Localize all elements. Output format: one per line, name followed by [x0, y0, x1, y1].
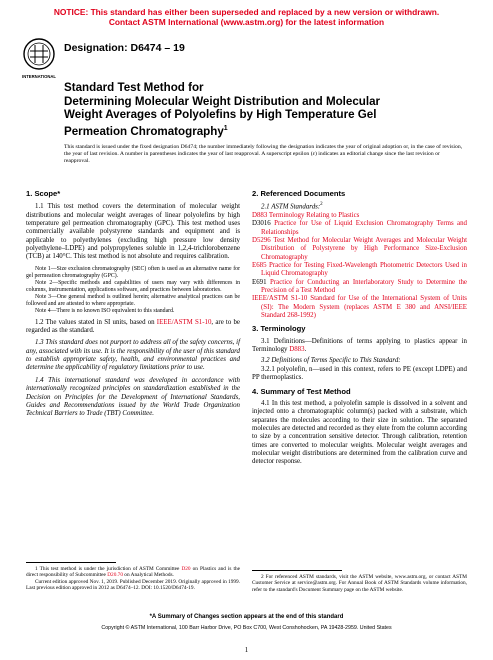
left-footnote — [26, 562, 240, 592]
reference-title-link[interactable]: Practice for Conducting an Interlaboratory Study to Determine the Precision of a Test Method — [261, 278, 467, 295]
svg-text:INTERNATIONAL: INTERNATIONAL — [22, 74, 56, 79]
reference-code-link[interactable]: D5296 — [252, 237, 271, 245]
astm-logo — [22, 37, 56, 81]
footnote-2: 2 For referenced ASTM standards, visit the ASTM website, www.astm.org, or contact ASTM Customer Service at service@astm.org. For Annual Book of ASTM Standards volume information, refer to the standard's Document Summary page on the ASTM website. — [252, 574, 467, 593]
reference-title-link[interactable]: Standard for Use of the International System of Units (SI): The Modern System (replaces ASTM E 380 and ANSI/IEEE Standard 268-1992) — [261, 295, 467, 320]
para-4-1: 4.1 In this test method, a polyolefin sample is dissolved in a solvent and injected onto a chromatographic column(s) packed with a substrate, which separates the molecules according to their size in solution. The separated molecules are detected and recorded as they elute from the column according to size by a concentration sensitive detector. Through calibration, retention times are converted to molecular weights. Molecular weight averages and molecular weight distributions are determined from the calibration curve and detector response. — [252, 399, 467, 466]
footnote-1: 1 This test method is under the jurisdiction of ASTM Committee D20 on Plastics and is the direct responsibility of Subcommittee D20.70 on Analytical Methods. — [26, 566, 240, 579]
para-3-1: 3.1 Definitions—Definitions of terms applying to plastics appear in Terminology D883. — [252, 337, 467, 354]
title-line-1: Standard Test Method for — [64, 81, 204, 94]
para-1-1: 1.1 This test method covers the determination of molecular weight distributions and molecular weight averages of linear polyolefins by high temperature gel permeation chromatography (GPC). This test method uses commercially available polystyrene standards and equipment and is applicable to polyethylenes (excluding high pressure low density polyethylene–LDPE) and polypropylenes soluble in 1,2,4-trichlorobenzene (TCB) at 140°C. This test method is not absolute and requires calibration. — [26, 203, 240, 261]
right-column — [252, 190, 467, 467]
reference-item — [252, 212, 467, 220]
issued-statement: This standard is issued under the fixed designation D6474; the number immediately following the designation indicates the year of original adoption or, in the case of revision, the year of last revision. A number in parentheses indicates the year of last reapproval. A superscript epsilon (ε) indicates an editorial change since the last revision or reapproval. — [64, 144, 463, 164]
reference-code-link[interactable]: IEEE/ASTM S1-10 — [252, 295, 308, 303]
reference-item — [252, 279, 467, 296]
reference-code-link[interactable]: D3016 — [252, 220, 271, 228]
scope-heading: 1. Scope* — [26, 189, 61, 198]
para-1-2: 1.2 The values stated in SI units, based on IEEE/ASTM S1-10, are to be regarded as the standard. — [26, 318, 240, 335]
terminology-heading: 3. Terminology — [252, 324, 306, 334]
para-3-2: 3.2 Definitions of Terms Specific to This Standard: — [261, 357, 401, 365]
para-1-3: 1.3 This standard does not purport to address all of the safety concerns, if any, associated with its use. It is the responsibility of the user of this standard to establish appropriate safety, health, and environmental practices and determine the applicability of regulatory limitations prior to use. — [26, 339, 240, 372]
reference-list — [252, 212, 467, 320]
reference-item — [252, 262, 467, 279]
withdrawal-notice — [0, 7, 493, 27]
para-1-4: 1.4 This international standard was developed in accordance with internationally recognized principles on standardization established in the Decision on Principles for the Development of International Standards, Guides and Recommendations issued by the World Trade Organization Technical Barriers to Trade (TBT) Committee. — [26, 376, 240, 418]
left-column — [26, 190, 240, 419]
page-number: 1 — [244, 646, 249, 654]
d20-link[interactable]: D20 — [181, 566, 191, 572]
reference-title-link[interactable]: Practice for Use of Liquid Exclusion Chromatography Terms and Relationships — [261, 220, 467, 236]
notice-line-1: NOTICE: This standard has either been superseded and replaced by a new version or withdrawn. — [53, 7, 440, 17]
ieee-astm-link[interactable]: IEEE/ASTM S1-10 — [156, 318, 212, 326]
title-footnote-mark: 1 — [223, 124, 228, 132]
designation: Designation: D6474 – 19 — [64, 42, 185, 54]
title-line-2: Determining Molecular Weight Distribution and Molecular — [64, 94, 381, 108]
notice-line-2: Contact ASTM International (www.astm.org) for the latest information — [108, 17, 385, 27]
document-title — [64, 81, 444, 138]
reference-title-link[interactable]: Test Method for Molecular Weight Averages and Molecular Weight Distribution of Polystyrene by High Performance Size-Exclusion Chromatography — [261, 237, 467, 261]
reference-title-link[interactable]: Terminology Relating to Plastics — [268, 211, 360, 219]
summary-heading: 4. Summary of Test Method — [252, 386, 351, 396]
footnote-1-edition: Current edition approved Nov. 1, 2019. Published December 2019. Originally approved in 1999. Last previous edition approved in 2012 as D6474–12. DOI: 10.1520/D6474-19. — [26, 578, 240, 592]
reference-item — [252, 237, 467, 262]
astm-standards-label: 2.1 ASTM Standards:$^2$ — [261, 202, 323, 211]
note-3: Note 3—One general method is outlined herein; alternative analytical practices can be followed and are attested to where appropriate. — [26, 293, 240, 307]
reference-item — [252, 220, 467, 237]
reference-code-link[interactable]: E685 — [252, 262, 267, 270]
d883-link-terminology[interactable]: D883 — [289, 346, 305, 354]
d20-70-link[interactable]: D20.70 — [107, 572, 123, 579]
note-1: Note 1—Size exclusion chromatography (SEC) often is used as an alternative name for gel permeation chromatography (GPC). — [26, 265, 240, 279]
para-3-2-1: 3.2.1 polyolefin, n—used in this context, refers to PE (except LDPE) and PP thermoplastics. — [252, 365, 467, 382]
reference-item — [252, 295, 467, 320]
title-line-4: Permeation Chromatography — [64, 124, 224, 138]
copyright-line: Copyright © ASTM International, 100 Barr Harbor Drive, PO Box C700, West Conshohocken, PA 19428-2959. United States — [101, 625, 392, 631]
reference-code-link[interactable]: E691 — [252, 278, 267, 286]
reference-code-link[interactable]: D883 — [252, 211, 268, 219]
right-footnote — [252, 570, 467, 593]
note-4: Note 4—There is no known ISO equivalent to this standard. — [35, 307, 175, 314]
note-2: Note 2—Specific methods and capabilities of users may vary with differences in columns, instrumentation, applications software, and practices between laboratories. — [26, 279, 240, 293]
reference-title-link[interactable]: Practice for Testing Fixed-Wavelength Photometric Detectors Used in Liquid Chromatography — [261, 262, 467, 278]
summary-of-changes-note: *A Summary of Changes section appears at the end of this standard — [149, 614, 344, 620]
title-line-3: Weight Averages of Polyolefins by High Temperature Gel — [64, 108, 377, 122]
referenced-docs-heading: 2. Referenced Documents — [252, 189, 346, 198]
